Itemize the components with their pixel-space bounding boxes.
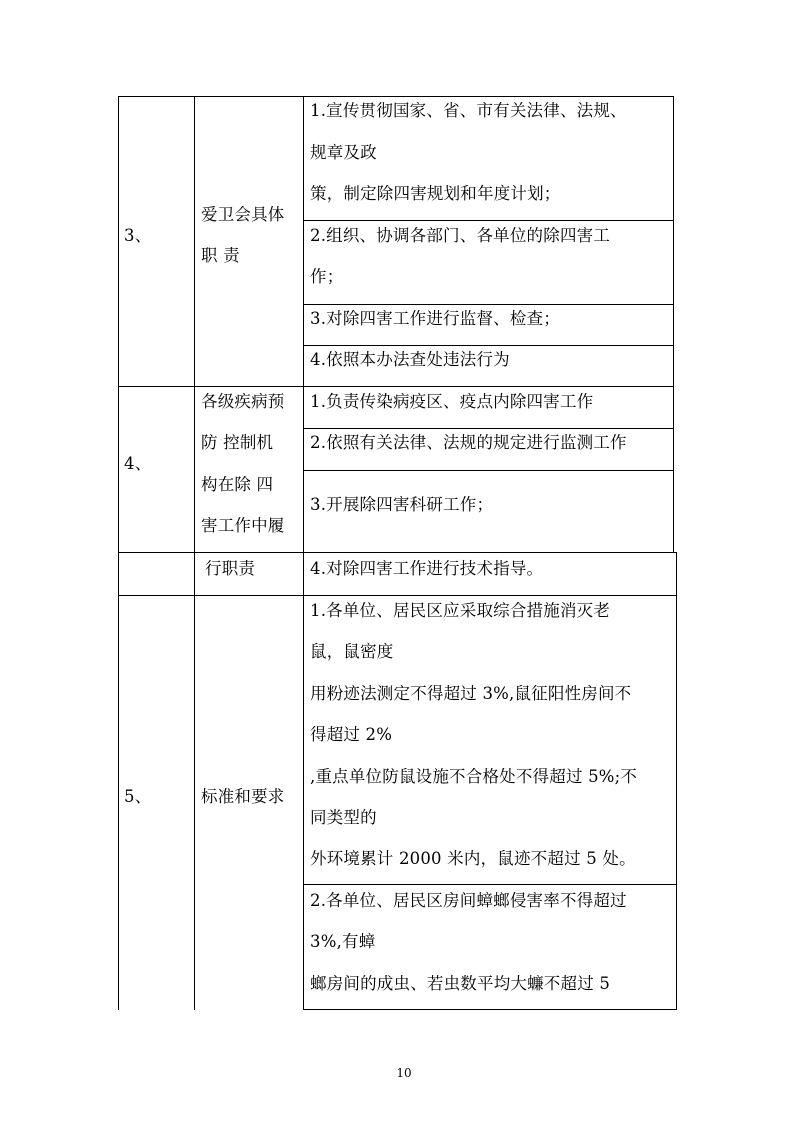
table-right-border xyxy=(673,96,674,552)
row5-item2-line3: 螂房间的成虫、若虫数平均大蠊不超过 5 xyxy=(310,974,611,993)
row3-title-line2: 职 责 xyxy=(201,246,240,265)
row4-title-line2: 防 控制机 xyxy=(201,433,274,452)
table2-top-border xyxy=(118,552,677,553)
row4-title-line4: 害工作中履 xyxy=(201,516,285,535)
table2-bottom-partial xyxy=(303,1009,677,1010)
table-left-border xyxy=(118,96,119,552)
table-col-divider-2 xyxy=(303,96,304,552)
row3-item-divider-3 xyxy=(303,345,674,346)
row5-item2-line2: 3%,有蟑 xyxy=(310,932,376,951)
row4-item2: 2.依照有关法律、法规的规定进行监测工作 xyxy=(310,433,627,452)
row5-title: 标准和要求 xyxy=(201,787,285,806)
row5-item1-line6: 同类型的 xyxy=(310,808,377,827)
row5-item1-line7: 外环境累计 2000 米内，鼠迹不超过 5 处。 xyxy=(310,849,636,868)
row5-item1-line5: ,重点单位防鼠设施不合格处不得超过 5%;不 xyxy=(310,767,638,786)
table2-right-border xyxy=(676,552,677,1010)
row3-item2-line1: 2.组织、协调各部门、各单位的除四害工 xyxy=(310,226,611,245)
table2-left-border xyxy=(118,552,119,1010)
row4-title-line3: 构在除 四 xyxy=(201,475,274,494)
row3-item4: 4.依照本办法查处违法行为 xyxy=(310,350,510,369)
row5-item1-line1: 1.各单位、居民区应采取综合措施消灭老 xyxy=(310,601,611,620)
row5-item2-line1: 2.各单位、居民区房间蟑螂侵害率不得超过 xyxy=(310,891,627,910)
table-top-border xyxy=(118,96,674,97)
row3-item1-line1: 1.宣传贯彻国家、省、市有关法律、法规、 xyxy=(310,101,627,120)
row3-item3: 3.对除四害工作进行监督、检查； xyxy=(310,309,560,328)
row3-item2-line2: 作； xyxy=(310,267,344,286)
table-col-divider-1 xyxy=(194,96,195,552)
row4-item1: 1.负责传染病疫区、疫点内除四害工作 xyxy=(310,392,594,411)
row3-item1-line2: 规章及政 xyxy=(310,143,377,162)
row5-item1-line4: 得超过 2% xyxy=(310,725,393,744)
row5-item1-line3: 用粉迹法测定不得超过 3%,鼠征阳性房间不 xyxy=(310,684,632,703)
row5-number: 5、 xyxy=(124,787,152,806)
row4-item-divider-2 xyxy=(303,470,674,471)
row4-item-divider-1 xyxy=(303,428,674,429)
page-number: 10 xyxy=(396,1066,412,1080)
row3-title-line1: 爱卫会具体 xyxy=(201,205,285,224)
cont-title: 行职责 xyxy=(205,559,256,578)
table2-col-divider-2 xyxy=(303,552,304,1010)
row4-number: 4、 xyxy=(124,454,152,473)
row4-title-line1: 各级疾病预 xyxy=(201,392,285,411)
row4-item3: 3.开展除四害科研工作； xyxy=(310,495,494,514)
row-divider-3-4 xyxy=(118,386,674,387)
row-divider-cont-5 xyxy=(118,595,677,596)
row3-item-divider-2 xyxy=(303,304,674,305)
row3-number: 3、 xyxy=(124,226,152,245)
row5-item1-line2: 鼠，鼠密度 xyxy=(310,642,394,661)
table2-col-divider-1 xyxy=(194,552,195,1010)
row5-item-divider-1 xyxy=(303,884,677,885)
row3-item-divider-1 xyxy=(303,220,674,221)
row3-item1-line3: 策，制定除四害规划和年度计划； xyxy=(310,184,561,203)
cont-item1: 4.对除四害工作进行技术指导。 xyxy=(310,559,544,578)
